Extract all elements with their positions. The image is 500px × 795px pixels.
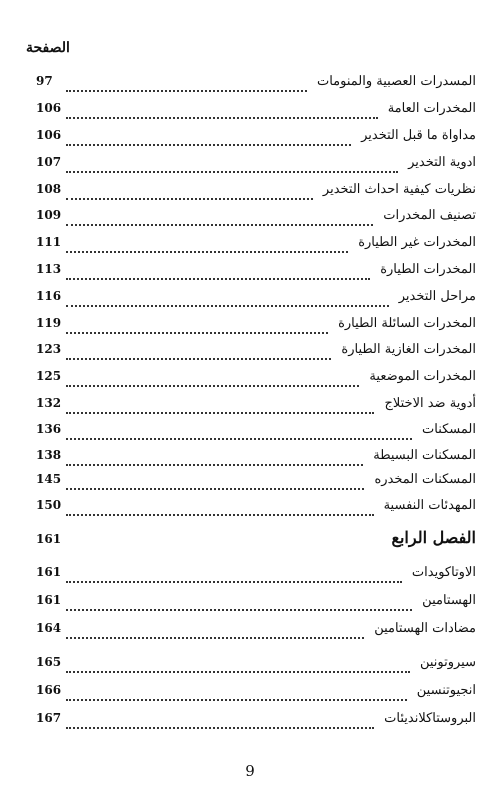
toc-entry-page: 132: [36, 396, 62, 410]
toc-entry-title: المخدرات السائلة الطيارة: [338, 316, 476, 331]
toc-entry-page: 161: [36, 565, 62, 579]
toc-entry-page: 107: [36, 155, 62, 169]
chapter-page-number: 161: [36, 532, 62, 546]
dot-leader: [66, 251, 348, 253]
dot-leader: [66, 305, 389, 307]
toc-entry-page: 123: [36, 342, 62, 356]
toc-entry-title: نظريات كيفية احداث التخدير: [322, 182, 476, 197]
dot-leader: [66, 464, 363, 466]
toc-entry: [36, 155, 476, 177]
toc-entry-page: 106: [36, 101, 62, 115]
toc-entry-page: 136: [36, 422, 62, 436]
toc-entry: [36, 182, 476, 204]
toc-entry: [36, 565, 476, 587]
toc-entry: [36, 683, 476, 705]
dot-leader: [66, 488, 364, 490]
dot-leader: [66, 171, 398, 173]
toc-entry-title: تصنيف المخدرات: [383, 208, 476, 223]
toc-entry-title: انجيوتنسين: [416, 683, 476, 698]
dot-leader: [66, 609, 412, 611]
toc-entry-page: 106: [36, 128, 62, 142]
toc-entry-page: 161: [36, 593, 62, 607]
toc-entry-page: 150: [36, 498, 62, 512]
toc-entry-title: المخدرات غير الطيارة: [358, 235, 476, 250]
dot-leader: [66, 514, 374, 516]
toc-entry-page: 125: [36, 369, 62, 383]
dot-leader: [66, 278, 370, 280]
toc-entry: [36, 655, 476, 677]
dot-leader: [66, 699, 407, 701]
dot-leader: [66, 224, 373, 226]
toc-entry-title: المهدئات النفسية: [383, 498, 476, 513]
toc-entry: [36, 369, 476, 391]
toc-entry: [36, 208, 476, 230]
toc-entry-page: 138: [36, 448, 62, 462]
toc-entry: [36, 316, 476, 338]
toc-entry-title: ادوية التخدير: [408, 155, 476, 170]
dot-leader: [66, 117, 378, 119]
dot-leader: [66, 90, 307, 92]
toc-entry-title: مراحل التخدير: [398, 289, 476, 304]
toc-entry-page: 119: [36, 316, 62, 330]
toc-entry-title: الاوتاكويدات: [411, 565, 476, 580]
toc-entry-page: 166: [36, 683, 62, 697]
toc-entry-title: المسكنات المخدره: [374, 472, 476, 487]
toc-entry: [36, 262, 476, 284]
toc-entry-page: 109: [36, 208, 62, 222]
toc-entry-title: المخدرات الطيارة: [380, 262, 476, 277]
toc-entry: [36, 128, 476, 150]
toc-entry: [36, 593, 476, 615]
toc-entry-title: المسدرات العصبية والمنومات: [316, 74, 476, 89]
toc-entry-title: المخدرات العامة: [387, 101, 476, 116]
folio-page-number: 9: [245, 762, 255, 780]
toc-entry-title: المسكنات البسيطة: [373, 448, 476, 463]
toc-entry-title: سيروتونين: [419, 655, 476, 670]
dot-leader: [66, 671, 410, 673]
dot-leader: [66, 358, 331, 360]
page-column-label: الصفحة: [26, 40, 70, 56]
toc-entry-title: المخدرات الغازية الطيارة: [341, 342, 476, 357]
toc-entry: [36, 621, 476, 643]
toc-entry: [36, 74, 476, 96]
toc-entry-title: أدوية ضد الاختلاج: [384, 396, 476, 411]
toc-entry-page: 164: [36, 621, 62, 635]
toc-entry: [36, 498, 476, 520]
toc-entry-page: 97: [36, 74, 53, 88]
dot-leader: [66, 385, 359, 387]
toc-entry: [36, 422, 476, 444]
toc-entry-title: المخدرات الموضعية: [369, 369, 476, 384]
toc-entry-page: 167: [36, 711, 62, 725]
toc-entry: [36, 472, 476, 494]
toc-entry-title: مضادات الهستامين: [374, 621, 476, 636]
toc-entry-title: مداواة ما قبل التخدير: [361, 128, 476, 143]
dot-leader: [66, 637, 364, 639]
toc-entry: [36, 342, 476, 364]
toc-entry: [36, 289, 476, 311]
toc-entry-title: البروستاكلانديئات: [384, 711, 476, 726]
dot-leader: [66, 412, 374, 414]
toc-entry-page: 111: [36, 235, 62, 249]
dot-leader: [66, 438, 412, 440]
toc-entry-page: 116: [36, 289, 62, 303]
toc-entry: [36, 235, 476, 257]
toc-entry: [36, 448, 476, 470]
toc-entry-page: 165: [36, 655, 62, 669]
toc-entry: [36, 101, 476, 123]
dot-leader: [66, 198, 313, 200]
toc-entry-page: 145: [36, 472, 62, 486]
dot-leader: [66, 727, 374, 729]
dot-leader: [66, 581, 402, 583]
toc-entry: [36, 396, 476, 418]
chapter-title: الفصل الرابع: [391, 528, 476, 547]
toc-entry-title: الهستامين: [422, 593, 476, 608]
toc-entry: [36, 711, 476, 733]
dot-leader: [66, 144, 351, 146]
toc-entry-page: 108: [36, 182, 62, 196]
toc-entry-title: المسكنات: [422, 422, 476, 437]
dot-leader: [66, 332, 328, 334]
toc-entry-page: 113: [36, 262, 62, 276]
chapter-heading: [36, 528, 476, 554]
